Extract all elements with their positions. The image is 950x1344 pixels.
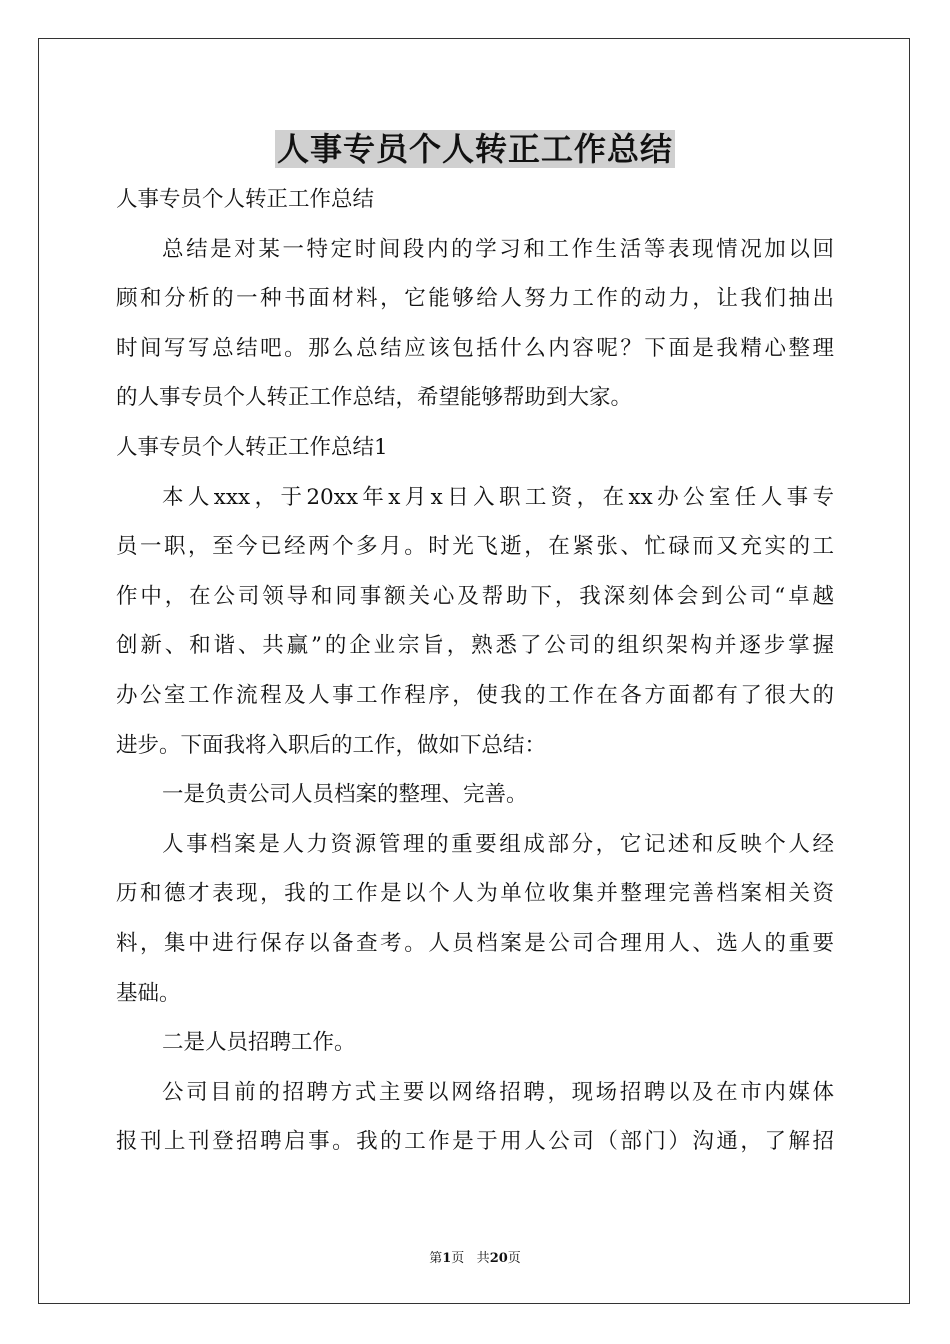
text-line: 一是负责公司人员档案的整理、完善。 [162, 782, 528, 808]
text-line: 本人xxx，于20xx年x月x日入职工资，在xx办公室任人事专 [162, 484, 834, 510]
text-line: 时间写写总结吧。那么总结应该包括什么内容呢？下面是我精心整理 [116, 335, 834, 361]
text-line: 创新、和谐、共赢”的企业宗旨，熟悉了公司的组织架构并逐步掌握 [116, 633, 834, 659]
text-line: 料，集中进行保存以备查考。人员档案是公司合理用人、选人的重要 [116, 930, 834, 956]
footer-total-unit: 页 [507, 1251, 521, 1266]
footer-total-pages: 20 [489, 1251, 508, 1266]
text-line: 总结是对某一特定时间段内的学习和工作生活等表现情况加以回 [162, 236, 834, 262]
text-line: 二是人员招聘工作。 [162, 1030, 356, 1056]
text-line: 人事档案是人力资源管理的重要组成部分，它记述和反映个人经 [162, 831, 834, 857]
text-line: 公司目前的招聘方式主要以网络招聘，现场招聘以及在市内媒体 [162, 1079, 834, 1105]
text-line: 员一职，至今已经两个多月。时光飞逝，在紧张、忙碌而又充实的工 [116, 534, 834, 560]
text-line: 的人事专员个人转正工作总结，希望能够帮助到大家。 [116, 385, 633, 411]
document-title [0, 128, 950, 170]
text-line: 作中，在公司领导和同事额关心及帮助下，我深刻体会到公司“卓越 [116, 583, 834, 609]
text-line: 人事专员个人转正工作总结 [116, 187, 375, 212]
text-line: 基础。 [116, 980, 181, 1006]
text-line: 顾和分析的一种书面材料，它能够给人努力工作的动力，让我们抽出 [116, 286, 834, 312]
text-line: 办公室工作流程及人事工作程序，使我的工作在各方面都有了很大的 [116, 682, 834, 708]
footer-total-prefix: 共 [476, 1251, 490, 1266]
text-line: 人事专员个人转正工作总结1 [116, 434, 388, 460]
footer-prefix: 第 [429, 1251, 443, 1266]
page-footer [0, 1247, 950, 1266]
text-line: 报刊上刊登招聘启事。我的工作是于用人公司（部门）沟通，了解招 [116, 1129, 834, 1155]
footer-page-number: 1 [442, 1251, 452, 1266]
text-line: 进步。下面我将入职后的工作，做如下总结： [116, 732, 547, 758]
document-title-text: 人事专员个人转正工作总结 [276, 130, 673, 168]
document-body [116, 179, 834, 1171]
footer-page-unit: 页 [451, 1251, 465, 1266]
text-line: 历和德才表现，我的工作是以个人为单位收集并整理完善档案相关资 [116, 881, 834, 907]
